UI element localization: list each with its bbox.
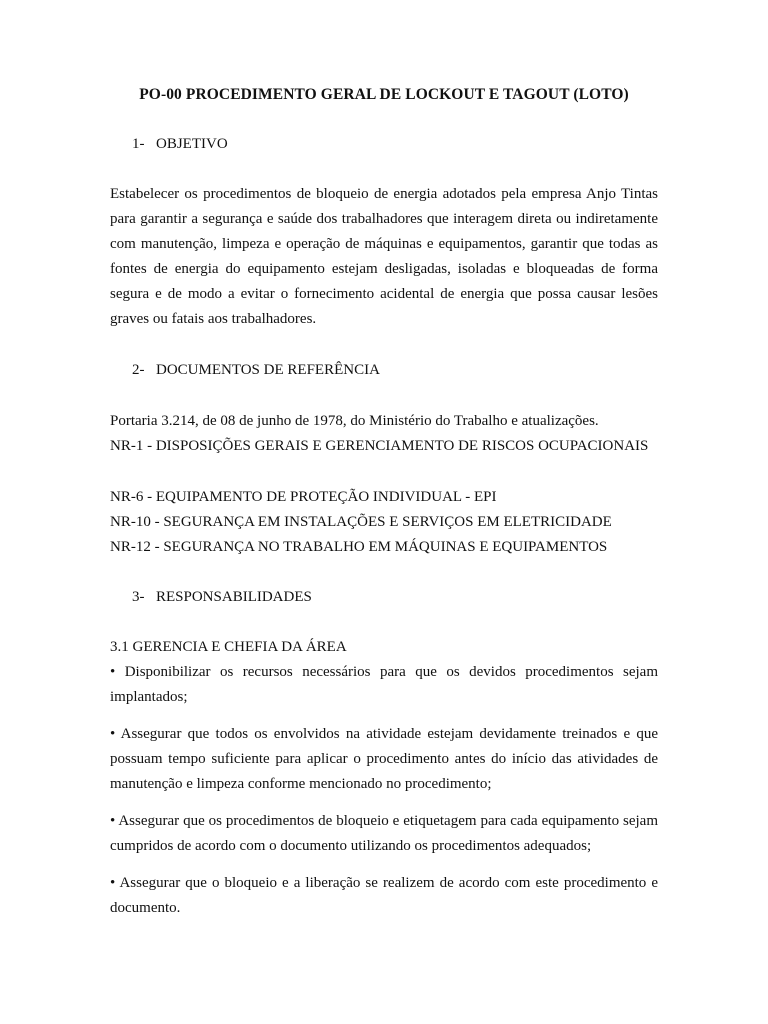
- bullet-item: • Assegurar que todos os envolvidos na atividade estejam devidamente treinados e que possuam tempo suficiente para aplicar o procedimento antes do início das atividades de manutenção e limpeza conforme mencionado no procedimento;: [110, 726, 658, 792]
- section-number: 1-: [132, 136, 145, 152]
- bullet-item: • Assegurar que os procedimentos de bloqueio e etiquetagem para cada equipamento sejam cumpridos de acordo com o documento utilizando os procedimentos adequados;: [110, 813, 658, 854]
- section-heading-responsabilidades: [132, 589, 312, 606]
- objetivo-paragraph: Estabelecer os procedimentos de bloqueio de energia adotados pela empresa Anjo Tintas para garantir a segurança e saúde dos trabalhadores que interagem direta ou indiretamente com manutenção, limpeza e operação de máquinas e equipamentos, garantir que todas as fontes de energia do equipamento estejam desligadas, isoladas e bloqueadas de forma segura e de modo a evitar o fornecimento acidental de energia que possa causar lesões graves ou fatais aos trabalhadores.: [110, 186, 658, 327]
- subsection-title: 3.1 GERENCIA E CHEFIA DA ÁREA: [110, 639, 347, 655]
- reference-item: NR-1 - DISPOSIÇÕES GERAIS E GERENCIAMENTO DE RISCOS OCUPACIONAIS: [110, 438, 649, 454]
- bullet-item: • Assegurar que o bloqueio e a liberação se realizem de acordo com este procedimento e documento.: [110, 875, 658, 916]
- bullet-item: • Disponibilizar os recursos necessários para que os devidos procedimentos sejam implantados;: [110, 664, 658, 705]
- section-title: OBJETIVO: [156, 136, 228, 152]
- reference-item: NR-10 - SEGURANÇA EM INSTALAÇÕES E SERVIÇOS EM ELETRICIDADE: [110, 514, 612, 530]
- section-title: DOCUMENTOS DE REFERÊNCIA: [156, 362, 380, 378]
- section-title: RESPONSABILIDADES: [156, 589, 312, 605]
- section-heading-referencias: [132, 362, 380, 379]
- reference-item: NR-12 - SEGURANÇA NO TRABALHO EM MÁQUINAS E EQUIPAMENTOS: [110, 539, 608, 555]
- section-number: 3-: [132, 589, 145, 605]
- reference-item: Portaria 3.214, de 08 de junho de 1978, do Ministério do Trabalho e atualizações.: [110, 413, 599, 429]
- section-heading-objetivo: [132, 136, 228, 153]
- document-title: PO-00 PROCEDIMENTO GERAL DE LOCKOUT E TAGOUT (LOTO): [139, 86, 629, 103]
- section-number: 2-: [132, 362, 145, 378]
- reference-item: NR-6 - EQUIPAMENTO DE PROTEÇÃO INDIVIDUAL - EPI: [110, 489, 497, 505]
